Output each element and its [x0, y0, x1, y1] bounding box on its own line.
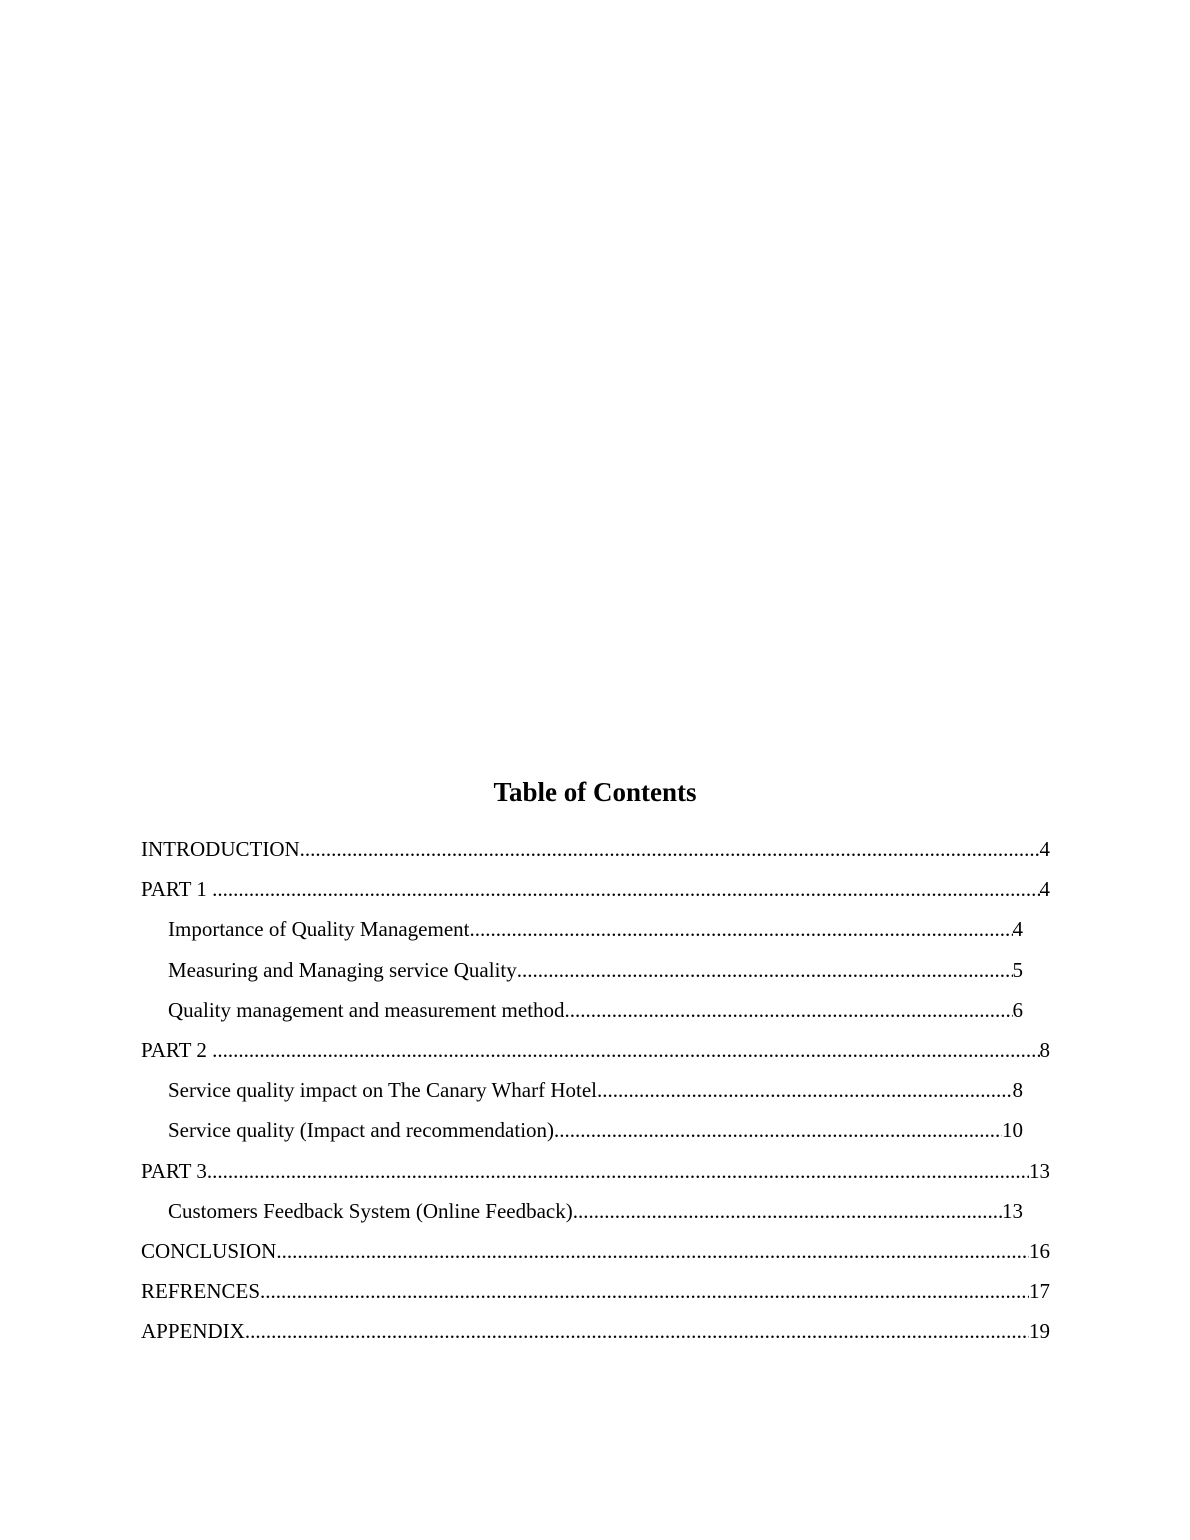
toc-page-number: 8 — [1039, 1037, 1050, 1062]
toc-page-number: 19 — [1029, 1319, 1050, 1344]
toc-entry-label: Service quality impact on The Canary Wharf Hotel — [168, 1078, 598, 1103]
toc-entry-label: Service quality (Impact and recommendation) — [168, 1118, 555, 1143]
toc-page-number: 10 — [1002, 1118, 1023, 1143]
toc-entry-label: APPENDIX — [141, 1319, 245, 1344]
toc-page-number: 4 — [1039, 837, 1050, 861]
toc-dot-leader — [300, 832, 1040, 866]
toc-entry-label: CONCLUSION — [141, 1238, 277, 1263]
toc-entry-label: Quality management and measurement method — [168, 997, 565, 1022]
toc-page-number: 5 — [1012, 957, 1023, 982]
toc-entry-label: PART 1 — [141, 877, 213, 902]
toc-entry[interactable] — [141, 1154, 1050, 1194]
toc-entry-label: INTRODUCTION — [141, 837, 300, 861]
toc-dot-leader — [212, 1033, 1039, 1067]
toc-page-number: 16 — [1029, 1238, 1050, 1263]
toc-page-number: 13 — [1029, 1158, 1050, 1183]
toc-page-number: 4 — [1012, 917, 1023, 942]
toc-entry[interactable] — [141, 872, 1050, 912]
toc-dot-leader — [276, 1234, 1029, 1268]
toc-entry[interactable] — [168, 1194, 1023, 1234]
toc-page-number: 4 — [1039, 877, 1050, 902]
toc-dot-leader — [573, 1194, 1002, 1228]
toc-page-number: 8 — [1012, 1078, 1023, 1103]
toc-page-number: 6 — [1012, 997, 1023, 1022]
toc-entry-label: PART 2 — [141, 1037, 213, 1062]
toc-entry[interactable] — [141, 1314, 1050, 1354]
toc-dot-leader — [212, 872, 1039, 906]
toc-dot-leader — [207, 1154, 1029, 1188]
toc-entry[interactable] — [168, 1073, 1023, 1113]
toc-entry-label: PART 3 — [141, 1158, 207, 1183]
toc-entry-label: Importance of Quality Management — [168, 917, 470, 942]
toc-dot-leader — [245, 1314, 1029, 1348]
toc-entry[interactable] — [141, 832, 1050, 872]
toc-dot-leader — [565, 993, 1013, 1027]
toc-entry-label: Customers Feedback System (Online Feedback) — [168, 1198, 573, 1223]
toc-entry[interactable] — [168, 1113, 1023, 1153]
toc-dot-leader — [517, 953, 1013, 987]
toc-entry[interactable] — [168, 953, 1023, 993]
toc-entry[interactable] — [168, 912, 1023, 952]
table-of-contents — [0, 832, 1190, 1354]
toc-entry[interactable] — [141, 1234, 1050, 1274]
toc-dot-leader — [554, 1113, 1002, 1147]
toc-page-number: 17 — [1029, 1279, 1050, 1304]
toc-dot-leader — [260, 1274, 1029, 1308]
toc-entry-label: REFRENCES — [141, 1279, 261, 1304]
toc-dot-leader — [597, 1073, 1012, 1107]
toc-title: Table of Contents — [493, 777, 697, 807]
toc-page-number: 13 — [1002, 1198, 1023, 1223]
toc-entry[interactable] — [141, 1274, 1050, 1314]
toc-entry[interactable] — [141, 1033, 1050, 1073]
toc-entry[interactable] — [168, 993, 1023, 1033]
toc-entry-label: Measuring and Managing service Quality — [168, 957, 517, 982]
toc-dot-leader — [469, 912, 1012, 946]
